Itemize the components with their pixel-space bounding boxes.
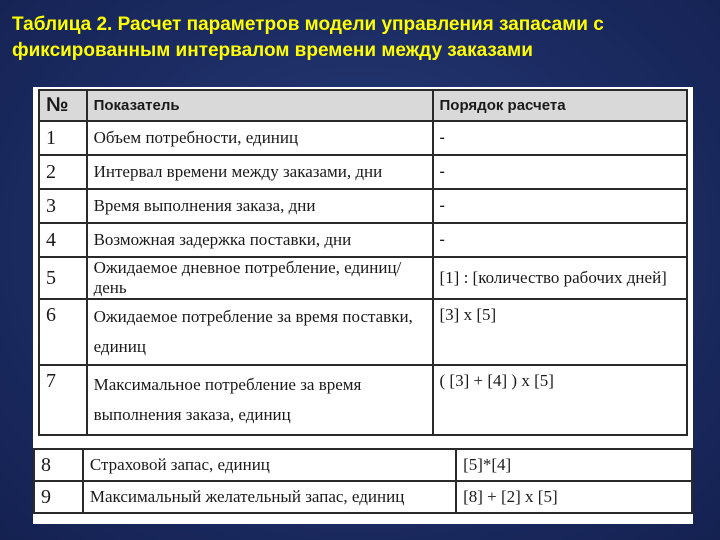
header-num: №	[39, 90, 87, 121]
row-param: Ожидаемое дневное потребление, единиц/день	[87, 257, 433, 299]
row-order: -	[433, 223, 687, 257]
row-order: -	[433, 121, 687, 155]
table-row	[39, 189, 687, 223]
row-num: 2	[39, 155, 87, 189]
table-row	[39, 299, 687, 365]
row-order: [1] : [количество рабочих дней]	[433, 257, 687, 299]
row-num: 6	[39, 299, 87, 365]
row-order: [3] х [5]	[433, 299, 687, 365]
row-num: 8	[34, 449, 83, 481]
row-param: Максимальное потребление за время выполнения заказа, единиц	[87, 365, 433, 435]
header-order: Порядок расчета	[433, 90, 687, 121]
row-param: Ожидаемое потребление за время поставки, единиц	[87, 299, 433, 365]
row-order: -	[433, 155, 687, 189]
row-order: ( [3] + [4] ) х [5]	[433, 365, 687, 435]
row-param: Интервал времени между заказами, дни	[87, 155, 433, 189]
table-row	[39, 365, 687, 435]
table-header-row	[39, 90, 687, 121]
row-order: -	[433, 189, 687, 223]
row-order: [8] + [2] х [5]	[456, 481, 692, 513]
table-row	[39, 257, 687, 299]
parameters-table-continuation	[33, 448, 693, 514]
row-num: 1	[39, 121, 87, 155]
table-row	[39, 155, 687, 189]
slide-title-line-1: Таблица 2. Расчет параметров модели управления запасами с	[12, 14, 604, 35]
row-order: [5]*[4]	[456, 449, 692, 481]
slide-title-line-2: фиксированным интервалом времени между заказами	[12, 40, 533, 61]
table-row	[34, 481, 692, 513]
table-row	[39, 223, 687, 257]
row-param: Возможная задержка поставки, дни	[87, 223, 433, 257]
row-num: 5	[39, 257, 87, 299]
table-row	[39, 121, 687, 155]
row-param: Страховой запас, единиц	[83, 449, 456, 481]
slide-title	[12, 12, 712, 64]
row-param: Объем потребности, единиц	[87, 121, 433, 155]
row-num: 4	[39, 223, 87, 257]
parameters-table-image	[33, 87, 693, 524]
row-num: 3	[39, 189, 87, 223]
row-num: 9	[34, 481, 83, 513]
parameters-table-main	[38, 89, 688, 436]
table-row	[34, 449, 692, 481]
row-num: 7	[39, 365, 87, 435]
header-param: Показатель	[87, 90, 433, 121]
row-param: Время выполнения заказа, дни	[87, 189, 433, 223]
row-param: Максимальный желательный запас, единиц	[83, 481, 456, 513]
